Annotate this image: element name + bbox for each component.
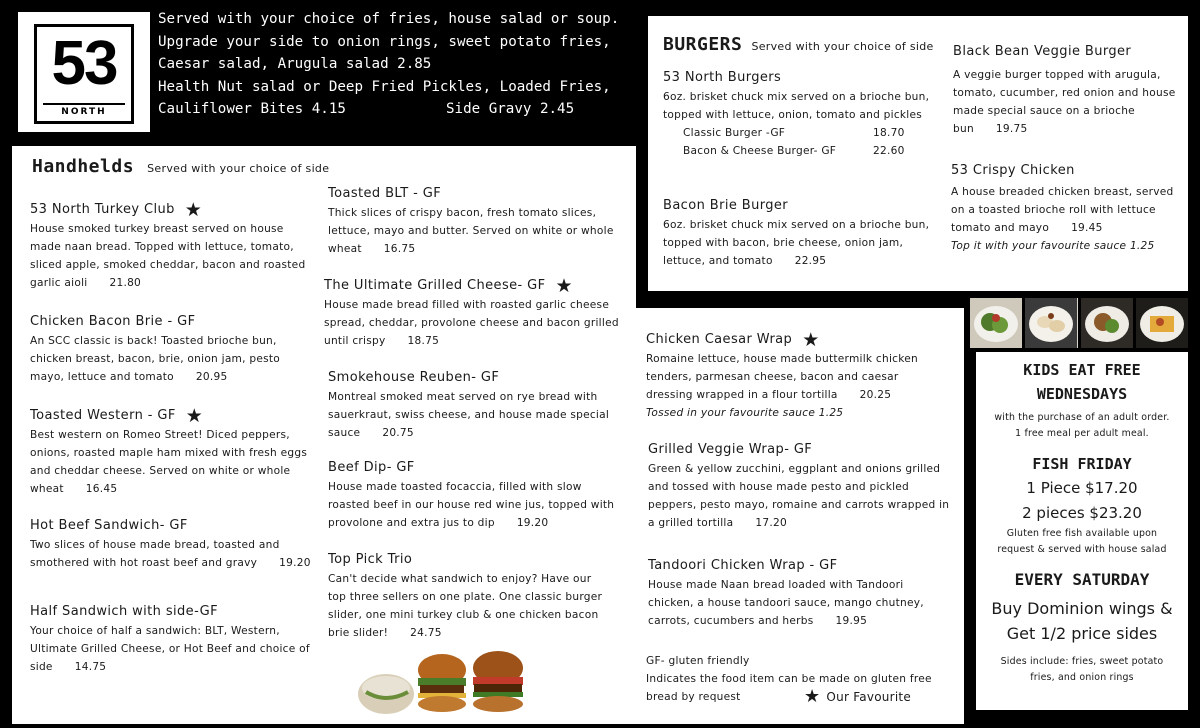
menu-item	[30, 312, 316, 386]
item-desc: House smoked turkey breast served on house made naan bread. Topped with lettuce, tomato, sliced apple, smoked cheddar, bacon and roasted garlic aioli	[30, 223, 306, 289]
item-name: Tandoori Chicken Wrap - GF	[648, 558, 838, 573]
menu-item	[646, 330, 946, 422]
menu-item	[328, 368, 626, 442]
menu-item	[30, 406, 316, 498]
sliders-illustration	[356, 648, 530, 718]
item-note: Tossed in your favourite sauce 1.25	[646, 407, 844, 419]
item-price: 19.95	[835, 615, 868, 627]
item-name: 53 Crispy Chicken	[951, 163, 1075, 178]
fish-two: 2 pieces $23.20	[1022, 504, 1142, 522]
item-name: Top Pick Trio	[328, 552, 413, 567]
fries-photo	[1136, 298, 1188, 348]
salad-photo	[970, 298, 1022, 348]
item-name: Toasted BLT - GF	[328, 186, 442, 201]
item-desc: A house breaded chicken breast, served on a toasted brioche roll with lettuce tomato and mayo	[951, 186, 1174, 234]
sides-line: Served with your choice of fries, house salad or soup.	[158, 11, 620, 27]
legend-gf: GF- gluten friendly	[646, 655, 750, 667]
logo	[18, 12, 150, 132]
burgers-panel	[648, 16, 1188, 291]
menu-item	[328, 550, 610, 642]
item-price: 17.20	[755, 517, 787, 529]
item-desc: An SCC classic is back! Toasted brioche bun, chicken breast, bacon, brie, onion jam, pesto mayo, lettuce and tomato	[30, 335, 281, 383]
item-price: 16.75	[383, 243, 416, 255]
logo-word: NORTH	[61, 107, 107, 117]
item-desc: Thick slices of crispy bacon, fresh tomato slices, lettuce, mayo and butter. Served on white or whole wheat	[328, 207, 614, 255]
burgers-title: BURGERS	[663, 34, 743, 55]
option-price: 18.70	[873, 127, 905, 139]
logo-number: 53	[51, 29, 117, 98]
legend-favourite	[804, 688, 911, 706]
sides-info	[158, 8, 638, 121]
item-price: 19.45	[1071, 222, 1103, 234]
item-name: Half Sandwich with side-GF	[30, 604, 219, 619]
item-name: Black Bean Veggie Burger	[953, 44, 1132, 59]
item-desc: House made Naan bread loaded with Tandoori chicken, a house tandoori sauce, mango chutney, carrots, cucumbers and herbs	[648, 579, 924, 627]
item-name: Beef Dip- GF	[328, 460, 415, 475]
item-name: Hot Beef Sandwich- GF	[30, 518, 188, 533]
menu-item	[328, 458, 626, 532]
item-price: 20.95	[195, 371, 228, 383]
menu-item	[328, 184, 624, 258]
star-icon: ★	[555, 275, 573, 297]
sides-line: Caesar salad, Arugula salad 2.85	[158, 56, 432, 73]
saturday-line-1: Buy Dominion wings &	[991, 599, 1173, 618]
kids-subtitle: with the purchase of an adult order. 1 free meal per adult meal.	[994, 412, 1170, 439]
bowl-photo	[1081, 298, 1133, 348]
item-name: Chicken Bacon Brie - GF	[30, 314, 196, 329]
item-name: 53 North Turkey Club	[30, 202, 175, 217]
item-name: The Ultimate Grilled Cheese- GF	[324, 278, 546, 293]
option-label: Classic Burger -GF	[683, 127, 786, 139]
burgers-subtitle: Served with your choice of side	[751, 40, 934, 53]
option-price: 22.60	[873, 145, 905, 157]
kids-title: KIDS EAT FREE WEDNESDAYS	[1023, 361, 1141, 403]
legend-gf-desc: Indicates the food item can be made on gluten free bread by request	[646, 673, 932, 703]
item-name: Toasted Western - GF	[30, 408, 176, 423]
option-label: Bacon & Cheese Burger- GF	[683, 145, 837, 157]
sliders-photo	[356, 648, 530, 718]
saturday-title: EVERY SATURDAY	[1014, 570, 1150, 589]
item-desc: Your choice of half a sandwich: BLT, Western, Ultimate Grilled Cheese, or Hot Beef and choice of side	[30, 625, 310, 673]
promo-panel	[976, 352, 1188, 710]
fish-title: FISH FRIDAY	[1032, 455, 1132, 473]
menu-item	[663, 68, 945, 160]
menu-item	[30, 602, 316, 676]
menu-item	[30, 200, 316, 292]
item-desc: House made bread filled with roasted garlic cheese spread, cheddar, provolone cheese and bacon grilled until crispy	[324, 299, 619, 347]
item-price: 20.25	[859, 389, 892, 401]
handhelds-panel	[12, 146, 636, 724]
item-desc: Can't decide what sandwich to enjoy? Have our top three sellers on one plate. One classic burger slider, one mini turkey club & one chicken bacon brie slider!	[328, 573, 603, 639]
item-desc: Green & yellow zucchini, eggplant and onions grilled and tossed with house made pesto and pickled peppers, pesto mayo, romaine and carrots wrapped in a grilled tortilla	[648, 463, 950, 529]
item-desc: A veggie burger topped with arugula, tomato, cucumber, red onion and house made special sauce on a brioche bun	[953, 69, 1176, 135]
wings-photo	[1025, 298, 1077, 348]
item-price: 14.75	[74, 661, 107, 673]
handhelds-title: Handhelds	[32, 156, 135, 177]
menu-item	[648, 556, 948, 630]
menu-item	[663, 196, 945, 270]
item-price: 18.75	[407, 335, 440, 347]
fish-subtitle: Gluten free fish available upon request & served with house salad	[997, 528, 1167, 555]
item-name: 53 North Burgers	[663, 70, 782, 85]
item-name: Grilled Veggie Wrap- GF	[648, 442, 813, 457]
menu-item	[648, 440, 952, 532]
item-price: 19.20	[279, 557, 311, 569]
wraps-panel	[636, 308, 964, 724]
legend-fav-label: Our Favourite	[826, 690, 911, 704]
item-desc: House made toasted focaccia, filled with slow roasted beef in our house red wine jus, topped with provolone and extra jus to dip	[328, 481, 615, 529]
item-desc: Best western on Romeo Street! Diced peppers, onions, roasted maple ham mixed with fresh eggs and cheddar cheese. Served on white or whole wheat	[30, 429, 308, 495]
logo-divider	[43, 103, 125, 105]
star-icon: ★	[804, 686, 821, 707]
sides-line: Cauliflower Bites 4.15	[158, 101, 346, 118]
item-desc: 6oz. brisket chuck mix served on a brioche bun, topped with bacon, brie cheese, onion jam, lettuce, and tomato	[663, 219, 930, 267]
item-price: 19.20	[516, 517, 549, 529]
sides-line: Upgrade your side to onion rings, sweet potato fries,	[158, 33, 611, 50]
item-note: Top it with your favourite sauce 1.25	[951, 240, 1155, 252]
side-gravy: Side Gravy 2.45	[446, 101, 575, 118]
item-name: Bacon Brie Burger	[663, 198, 789, 213]
logo-frame	[34, 24, 134, 124]
item-desc: 6oz. brisket chuck mix served on a brioche bun, topped with lettuce, onion, tomato and pickles	[663, 91, 930, 121]
sides-line: Health Nut salad or Deep Fried Pickles, Loaded Fries,	[158, 78, 611, 95]
handhelds-header	[32, 156, 329, 177]
item-price: 24.75	[410, 627, 442, 639]
menu-item	[324, 276, 624, 350]
item-desc: Montreal smoked meat served on rye bread with sauerkraut, swiss cheese, and house made special sauce	[328, 391, 610, 439]
saturday-line-2: Get 1/2 price sides	[1006, 624, 1158, 643]
star-icon: ★	[802, 329, 820, 351]
item-price: 22.95	[794, 255, 827, 267]
item-name: Smokehouse Reuben- GF	[328, 370, 500, 385]
legend	[646, 652, 958, 706]
item-name: Chicken Caesar Wrap	[646, 332, 793, 347]
item-price: 16.45	[85, 483, 118, 495]
item-price: 21.80	[109, 277, 142, 289]
fish-one: 1 Piece $17.20	[1026, 479, 1138, 497]
item-desc: Two slices of house made bread, toasted and smothered with hot roast beef and gravy	[30, 539, 280, 569]
item-desc: Romaine lettuce, house made buttermilk chicken tenders, parmesan cheese, bacon and caesar dressing wrapped in a flour tortilla	[646, 353, 918, 401]
menu-item	[30, 516, 320, 572]
saturday-subtitle: Sides include: fries, sweet potato fries, and onion rings	[1000, 656, 1164, 683]
handhelds-subtitle: Served with your choice of side	[147, 162, 330, 175]
food-photos	[970, 298, 1188, 348]
item-price: 20.75	[382, 427, 414, 439]
item-price: 19.75	[995, 123, 1028, 135]
star-icon: ★	[184, 199, 203, 221]
burgers-header	[663, 34, 934, 55]
menu-item	[951, 161, 1181, 255]
star-icon: ★	[185, 405, 204, 427]
menu-item	[953, 42, 1177, 138]
